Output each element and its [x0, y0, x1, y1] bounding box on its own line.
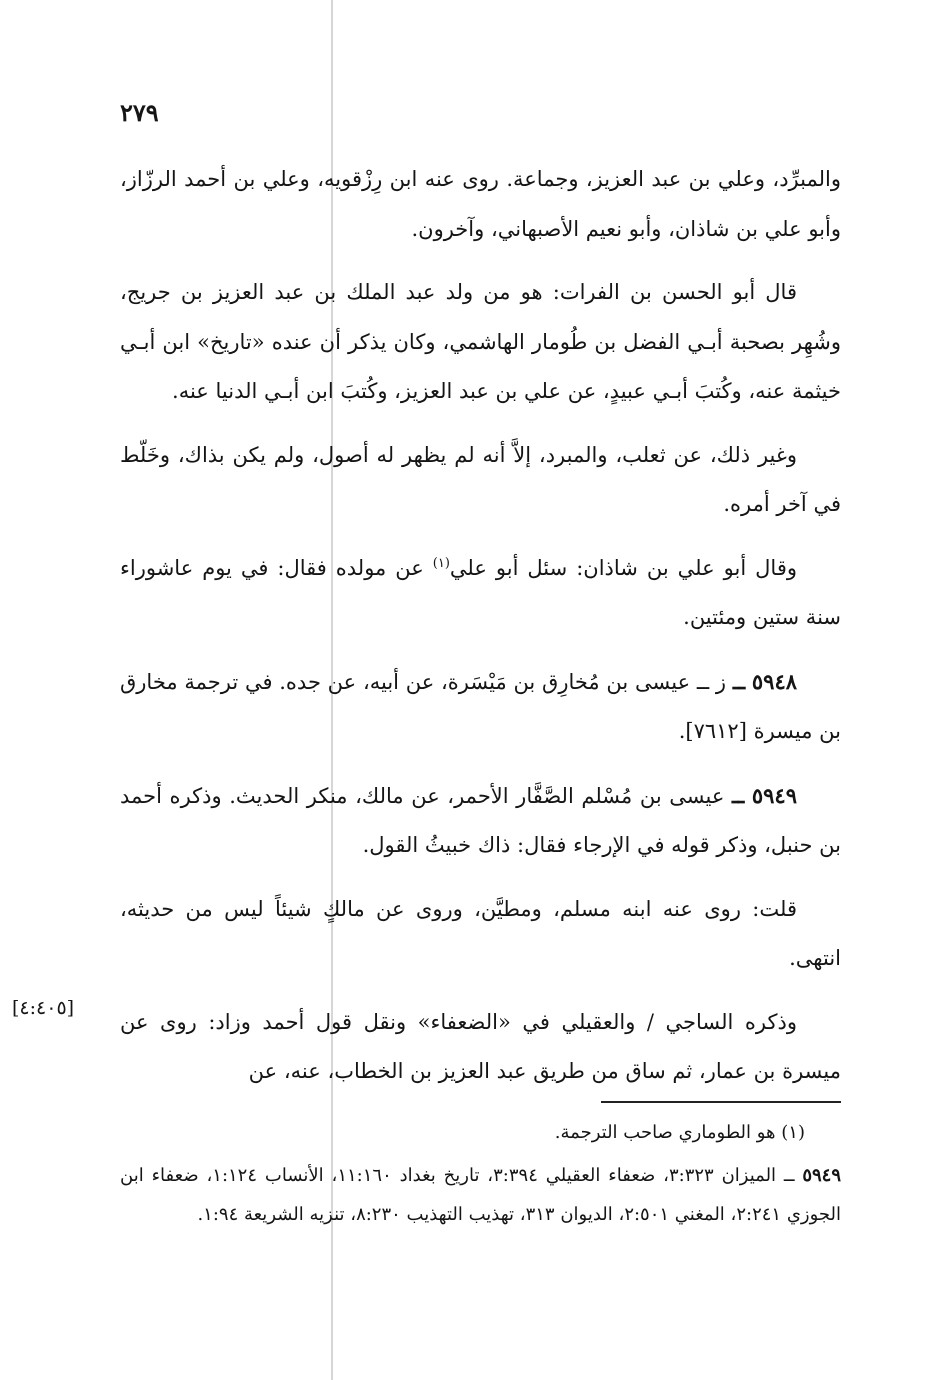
paragraph-text: قال أبو الحسن بن الفرات: هو من ولد عبد الملك بن عبد العزيز بن جريج، وشُهِر بصحبة أبـي الفضل بن طُومار الهاشمي، وكان يذكر أن عنده «تاريخ» ابن أبـي خيثمة عنه، وكُتبَ أبـي عبيدٍ، عن علي بن عبد العزيز، وكُتبَ ابن أبـي الدنيا عنه.: [120, 280, 841, 403]
footnote-text: هو الطوماري صاحب الترجمة.: [554, 1122, 782, 1143]
entry-number: ٥٩٤٨: [751, 668, 798, 694]
footnote-divider: [601, 1101, 841, 1103]
entry-5949: [120, 771, 841, 871]
paragraph-text: قلت: روى عنه ابنه مسلم، ومطيَّن، وروى عن مالكٍ شيئاً ليس من حديثه، انتهى.: [120, 896, 841, 970]
footnote-sources: [120, 1156, 841, 1234]
entry-number: ٥٩٤٩: [751, 782, 797, 808]
paragraph-text: وذكره الساجي / والعقيلي في «الضعفاء» ونقل قول أحمد وزاد: روى عن ميسرة بن عمار، ثم ساق من طريق عبد العزيز بن الخطاب، عنه، عن: [120, 1009, 841, 1083]
paragraph-saji: [120, 998, 841, 1097]
entry-text: ز ــ عيسى بن مُخارِق بن مَيْسَرة، عن أبيه، عن جده. في ترجمة مخارق بن ميسرة [٧٦١٢].: [120, 669, 841, 743]
paragraph-intro: [120, 155, 841, 254]
footnotes: [120, 1113, 841, 1238]
main-text: [120, 155, 841, 1111]
paragraph-tha-lab: [120, 431, 841, 530]
paragraph-text: والمبرِّد، وعلي بن عبد العزيز، وجماعة. روى عنه ابن رِزْقويه، وعلي بن أحمد الرزّاز، وأبو علي بن شاذان، وأبو نعيم الأصبهاني، وآخرون.: [120, 167, 841, 241]
margin-reference: [٤:٤٠٥]: [12, 997, 75, 1019]
footnote-marker: (١): [781, 1122, 805, 1143]
footnote-text: ــ الميزان ٣:٣٢٣، ضعفاء العقيلي ٣:٣٩٤، تاريخ بغداد ١١:١٦٠، الأنساب ١:١٢٤، ضعفاء ابن الجوزي ٢:٢٤١، المغني ٢:٥٠١، الديوان ٣١٣، تهذيب التهذيب ٨:٢٣٠، تنزيه الشريعة ١:٩٤.: [120, 1165, 841, 1225]
footnote-1: [120, 1113, 841, 1152]
paragraph-ibn-shadhan: [120, 544, 841, 643]
entry-dash: ــ: [731, 782, 745, 808]
entry-number: ٥٩٤٩: [802, 1165, 841, 1186]
paragraph-text: عن مولده فقال: في يوم عاشوراء سنة ستين ومئتين.: [120, 555, 841, 629]
page-number: ٢٧٩: [120, 98, 159, 127]
entry-dash: ــ: [732, 668, 746, 694]
entry-text: عيسى بن مُسْلم الصَّفَّار الأحمر، عن مالك، منكر الحديث. وذكره أحمد بن حنبل، وذكر قوله في الإرجاء فقال: ذاك خبيثُ القول.: [120, 783, 841, 857]
entry-5948: [120, 657, 841, 757]
footnote-marker: (١): [432, 555, 450, 571]
paragraph-text: وقال أبو علي بن شاذان: سئل أبو علي: [449, 555, 797, 580]
paragraph-text: وغير ذلك، عن ثعلب، والمبرد، إلاَّ أنه لم يظهر له أصول، ولم يكن بذاك، وخَلّط في آخر أمره.: [120, 442, 841, 516]
paragraph-qultu: [120, 885, 841, 984]
paragraph-ibn-alfurat: [120, 268, 841, 417]
